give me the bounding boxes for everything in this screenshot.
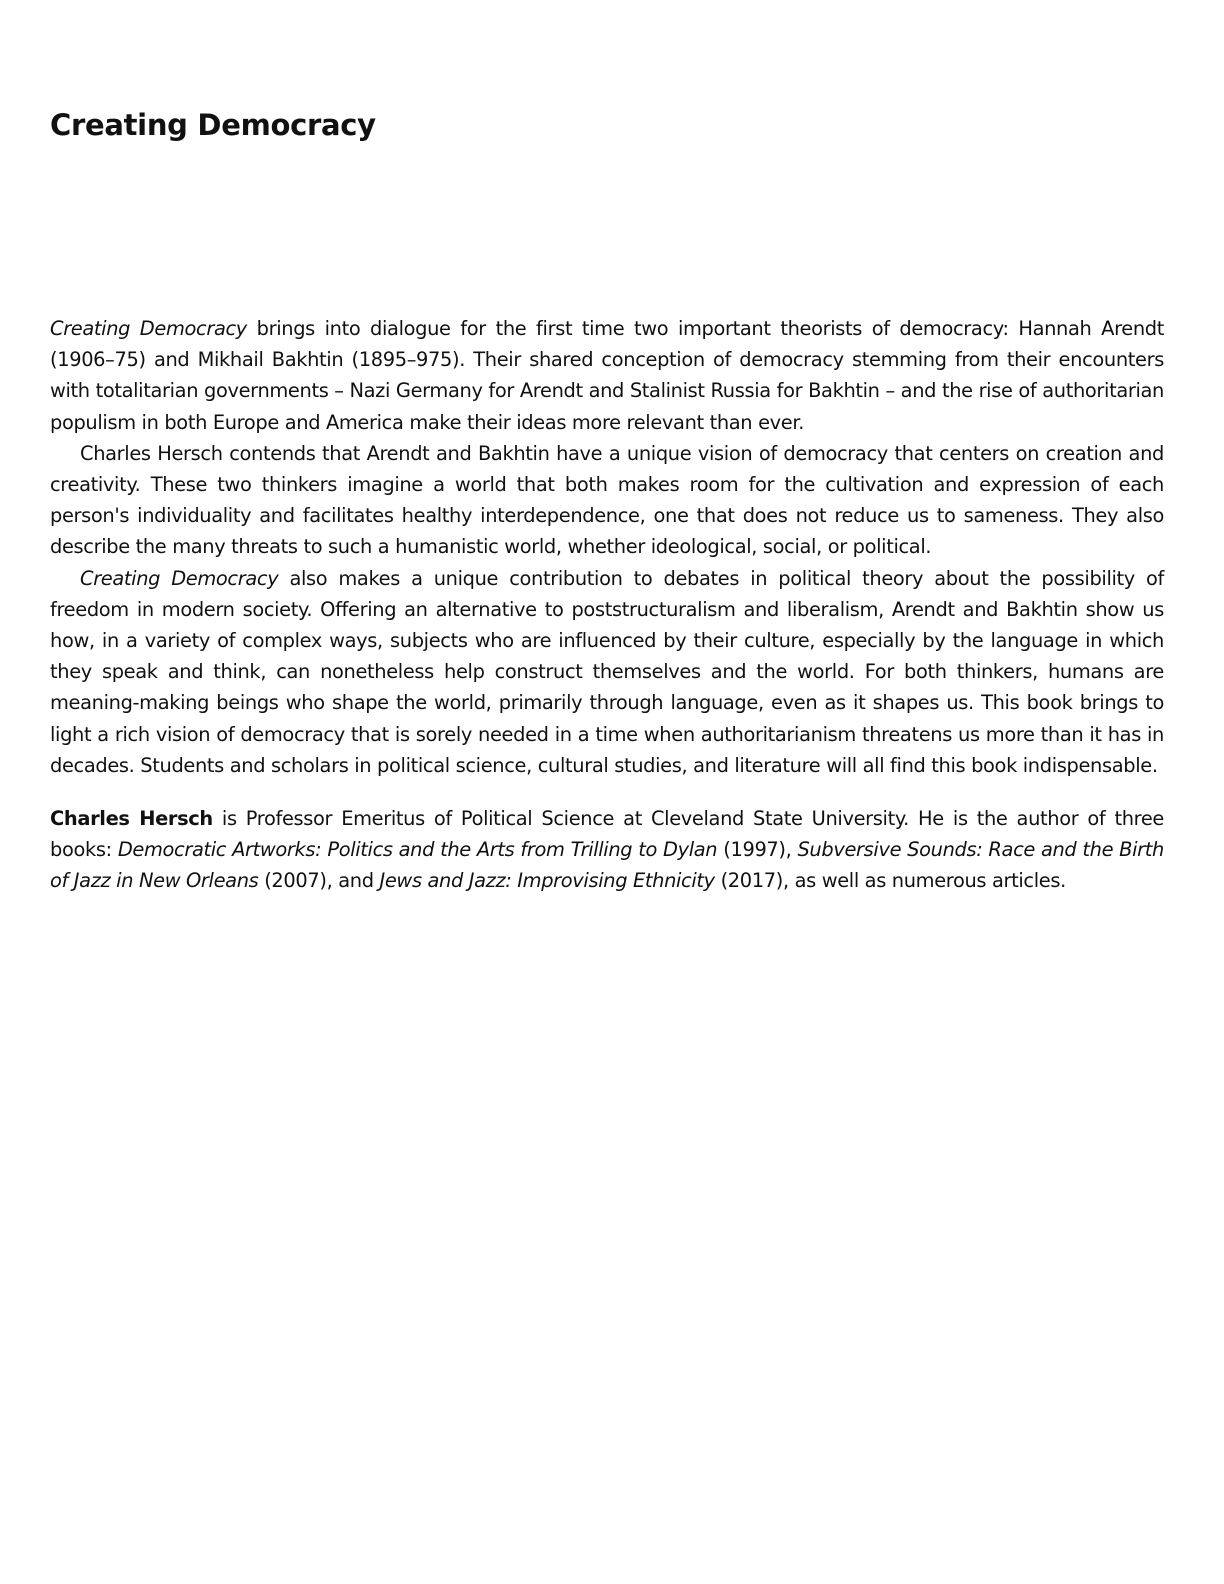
description-paragraph-1: [50, 313, 1164, 438]
book-title-italic: Creating Democracy: [80, 566, 279, 590]
paragraph-text: Charles Hersch contends that Arendt and Bakhtin have a unique vision of democracy that centers on creation and creativity. These two thinkers imagine a world that both makes room for the cultivation and expression of each person's individuality and facilitates healthy interdependence, one that does not reduce us to sameness. They also describe the many threats to such a humanistic world, whether ideological, social, or political.: [50, 441, 1164, 559]
author-name: Charles Hersch: [50, 807, 213, 830]
description-paragraph-2: [50, 438, 1164, 563]
description-paragraph-3: [50, 563, 1164, 781]
bio-text: (2007), and: [258, 869, 380, 893]
book-title-italic: Democratic Artworks: Politics and the Arts from Trilling to Dylan: [117, 838, 718, 862]
paragraph-text: brings into dialogue for the first time two important theorists of democracy: Hannah Arendt (1906–75) and Mikhail Bakhtin (1895–975). Their shared conception of democracy stemming from their encounters with totalitarian governments – Nazi Germany for Arendt and Stalinist Russia for Bakhtin – and the rise of authoritarian populism in both Europe and America make their ideas more relevant than ever.: [50, 317, 1165, 434]
author-bio: [50, 803, 1164, 897]
book-title-italic: Subversive Sounds: Race and the Birth of Jazz in New Orleans: [50, 838, 1164, 893]
page-title: Creating Democracy: [50, 108, 376, 142]
book-title-italic: Jews and Jazz: Improvising Ethnicity: [379, 869, 715, 893]
book-title-italic: Creating Democracy: [50, 317, 247, 340]
bio-text: (2017), as well as numerous articles.: [714, 869, 1066, 893]
book-description: [50, 313, 1164, 781]
bio-text: (1997),: [717, 838, 798, 862]
paragraph-text: also makes a unique contribution to debates in political theory about the possibility of freedom in modern society. Offering an alternative to poststructuralism and liberalism, Arendt and Bakhtin show us how, in a variety of complex ways, subjects who are influenced by their culture, especially by the language in which they speak and think, can nonetheless help construct themselves and the world. For both thinkers, humans are meaning-making beings who shape the world, primarily through language, even as it shapes us. This book brings to light a rich vision of democracy that is sorely needed in a time when authoritarianism threatens us more than it has in decades. Students and scholars in political science, cultural studies, and literature will all find this book indispensable.: [50, 566, 1164, 777]
bio-text: is Professor Emeritus of Political Science at Cleveland State University. He is the author of three books:: [50, 807, 1164, 862]
